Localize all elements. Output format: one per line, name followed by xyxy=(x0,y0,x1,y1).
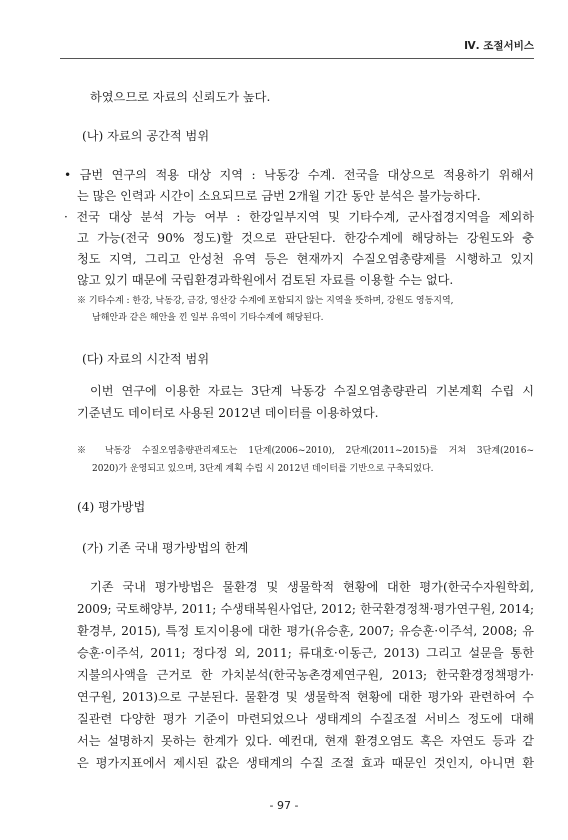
footnote-line: 2020)가 운영되고 있으며, 3단계 계획 수립 시 2012년 데이터를 기반으로 구축되었다. xyxy=(92,464,434,474)
paragraph-line: 하였으므로 자료의 신뢰도가 높다. xyxy=(90,90,271,104)
footnote-line: 남해안과 같은 해안을 낀 일부 유역이 기타수계에 해당된다. xyxy=(92,313,324,323)
subsection-heading: (다) 자료의 시간적 범위 xyxy=(82,352,210,366)
paragraph-line: 2009; 국토해양부, 2011; 수생태복원사업단, 2012; 한국환경정책·평가연구원, 2014; xyxy=(77,602,534,616)
paragraph-line: 환경부, 2015), 특정 토지이용에 대한 평가(유승훈, 2007; 유승훈·이주석, 2008; 유 xyxy=(77,624,534,638)
paragraph-line: 승훈·이주석, 2011; 정다정 외, 2011; 류대호·이동근, 2013) 그리고 설문을 통한 xyxy=(77,646,534,660)
bullet-line: 고 가능(전국 90% 정도)할 것으로 판단된다. 한강수계에 해당하는 강원도와 충 xyxy=(77,231,534,245)
paragraph-line: 질관련 다양한 평가 기준이 마련되었으나 생태계의 수질조절 서비스 정도에 대해 xyxy=(77,712,534,726)
header-rule xyxy=(60,58,534,59)
bullet-line: • 금번 연구의 적용 대상 지역 : 낙동강 수계. 전국을 대상으로 적용하기 위해서 xyxy=(64,168,534,182)
paragraph-line: 지불의사액을 근거로 한 가치분석(한국농촌경제연구원, 2013; 한국환경정책평가· xyxy=(77,668,534,682)
subsection-heading: (가) 기존 국내 평가방법의 한계 xyxy=(82,541,249,555)
bullet-line: 는 많은 인력과 시간이 소요되므로 금번 2개월 기간 동안 분석은 불가능하다. xyxy=(77,189,481,203)
section-heading: (4) 평가방법 xyxy=(77,500,146,514)
page-number: - 97 - xyxy=(269,799,299,812)
paragraph-line: 연구원, 2013)으로 구분된다. 물환경 및 생물학적 현황에 대한 평가와 관련하여 수 xyxy=(77,690,534,704)
footnote-line: ※ 낙동강 수질오염총량관리제도는 1단계(2006~2010), 2단계(2011~2015)를 거쳐 3단계(2016~ xyxy=(77,446,534,456)
paragraph-line: 기준년도 데이터로 사용된 2012년 데이터를 이용하였다. xyxy=(77,406,379,420)
paragraph-line: 이번 연구에 이용한 자료는 3단계 낙동강 수질오염총량관리 기본계획 수립 시 xyxy=(90,384,534,398)
chapter-header: Ⅳ. 조절서비스 xyxy=(464,40,534,52)
subsection-heading: (나) 자료의 공간적 범위 xyxy=(82,129,210,143)
paragraph-line: 서는 설명하지 못하는 한계가 있다. 예컨대, 현재 환경오염도 혹은 자연도 등과 같 xyxy=(77,734,534,748)
paragraph-line: 은 평가지표에서 제시된 값은 생태계의 수질 조절 효과 때문인 것인지, 아니면 환 xyxy=(77,756,534,770)
bullet-line: · 전국 대상 분석 가능 여부 : 한강일부지역 및 기타수계, 군사접경지역을 제외하 xyxy=(64,210,534,224)
paragraph-line: 기존 국내 평가방법은 물환경 및 생물학적 현황에 대한 평가(한국수자원학회, xyxy=(90,580,534,594)
bullet-line: 않고 있기 때문에 국립환경과학원에서 검토된 자료를 이용할 수는 없다. xyxy=(77,273,454,287)
footnote-line: ※ 기타수계 : 한강, 낙동강, 금강, 영산강 수계에 포함되지 않는 지역을 뜻하며, 강원도 영동지역, xyxy=(77,296,454,306)
bullet-line: 청도 지역, 그리고 안성천 유역 등은 현재까지 수질오염총량제를 시행하고 있지 xyxy=(77,252,534,266)
